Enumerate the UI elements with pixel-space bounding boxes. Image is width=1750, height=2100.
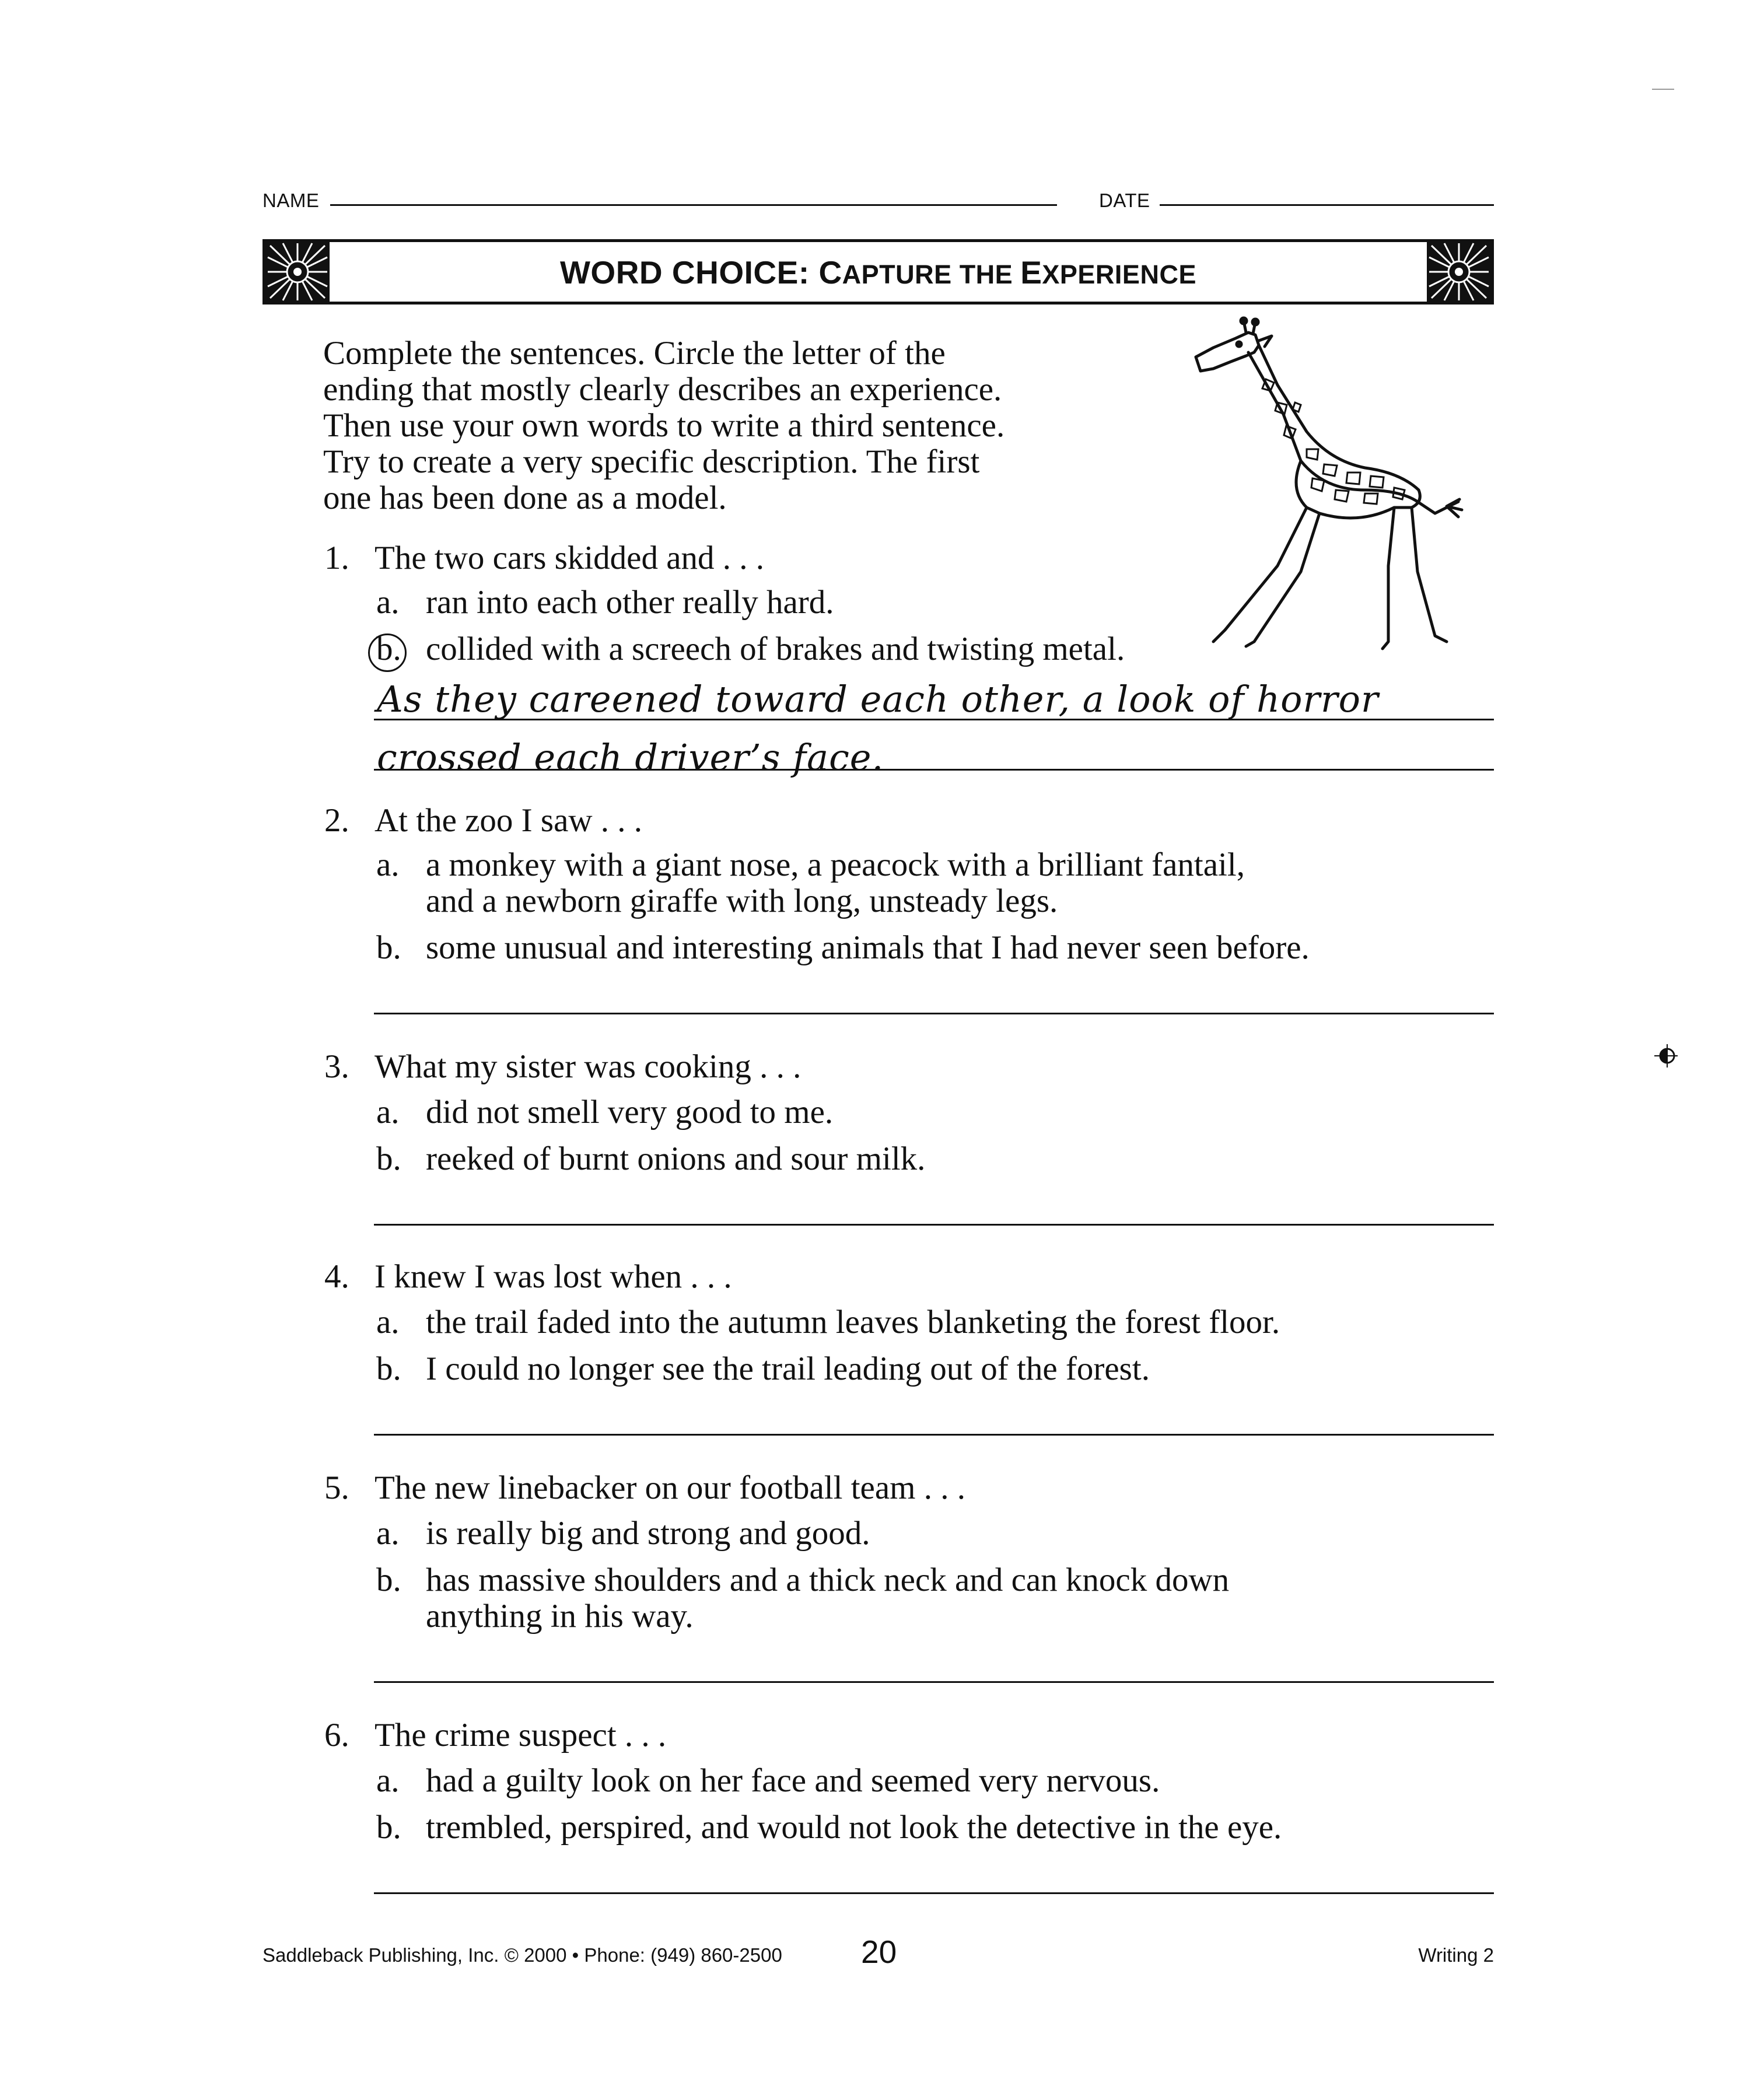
option-b-text: trembled, perspired, and would not look the detective in the eye. (426, 1809, 1282, 1846)
footer-publisher: Saddleback Publishing, Inc. © 2000 • Phone: (949) 860-2500 (262, 1944, 782, 1966)
option-a-text: did not smell very good to me. (426, 1094, 834, 1130)
question-number: 6. (324, 1717, 349, 1754)
question-stem: At the zoo I saw . . . (374, 802, 643, 839)
option-a-text: the trail faded into the autumn leaves blanketing the forest floor. (426, 1304, 1280, 1340)
registration-mark-icon (1654, 1044, 1678, 1068)
option-b-letter[interactable]: b. (376, 1809, 401, 1846)
answer-line[interactable] (374, 719, 1494, 720)
option-b-text: reeked of burnt onions and sour milk. (426, 1140, 926, 1177)
starburst-right-icon (1427, 242, 1491, 302)
answer-line[interactable] (374, 1434, 1494, 1436)
question-stem: The two cars skidded and . . . (374, 540, 764, 576)
answer-line[interactable] (374, 1892, 1494, 1894)
option-b-text: collided with a screech of brakes and twisting metal. (426, 631, 1125, 667)
giraffe-illustration (1190, 315, 1464, 653)
question-stem: The new linebacker on our football team . . . (374, 1469, 965, 1506)
option-a-letter[interactable]: a. (376, 584, 400, 621)
handwritten-answer-line-2: crossed each driver’s face. (377, 736, 884, 779)
option-b-letter[interactable]: b. (376, 1350, 401, 1387)
option-b-text: has massive shoulders and a thick neck and can knock down anything in his way. (426, 1562, 1230, 1634)
option-a-letter[interactable]: a. (376, 1515, 400, 1552)
option-a-letter[interactable]: a. (376, 1094, 400, 1130)
question-stem: The crime suspect . . . (374, 1717, 667, 1754)
page-title: WORD CHOICE: CAPTURE THE EXPERIENCE (560, 254, 1196, 290)
option-a-text: a monkey with a giant nose, a peacock with a brilliant fantail, and a newborn giraffe with long, unsteady legs. (426, 846, 1245, 919)
question-stem: I knew I was lost when . . . (374, 1258, 732, 1295)
option-a-text: is really big and strong and good. (426, 1515, 870, 1552)
question-stem: What my sister was cooking . . . (374, 1048, 802, 1085)
option-a-letter[interactable]: a. (376, 1762, 400, 1799)
answer-line[interactable] (374, 769, 1494, 771)
option-a-text: had a guilty look on her face and seemed very nervous. (426, 1762, 1160, 1799)
answer-line[interactable] (374, 1013, 1494, 1014)
handwritten-answer-line-1: As they careened toward each other, a look of horror (377, 678, 1379, 720)
option-a-letter[interactable]: a. (376, 1304, 400, 1340)
option-b-text: I could no longer see the trail leading out of the forest. (426, 1350, 1150, 1387)
crop-mark (1652, 89, 1674, 90)
question-number: 5. (324, 1469, 349, 1506)
footer-series: Writing 2 (1418, 1944, 1494, 1966)
question-number: 3. (324, 1048, 349, 1085)
instructions: Complete the sentences. Circle the letter of the ending that mostly clearly describes an experience. Then use your own words to write a third sentence. Try to create a very specific description. The first one has been done as a model. (323, 335, 1005, 516)
title-banner (262, 239, 1494, 304)
option-b-letter[interactable]: b. (376, 929, 401, 966)
name-label: NAME (262, 190, 320, 211)
name-line[interactable] (330, 204, 1057, 206)
date-line[interactable] (1160, 204, 1494, 206)
option-b-text: some unusual and interesting animals that I had never seen before. (426, 929, 1310, 966)
question-number: 2. (324, 802, 349, 839)
option-b-letter[interactable]: b. (376, 1140, 401, 1177)
option-a-text: ran into each other really hard. (426, 584, 834, 621)
date-label: DATE (1099, 190, 1150, 211)
option-b-letter[interactable]: b. (376, 631, 401, 667)
answer-line[interactable] (374, 1224, 1494, 1226)
question-number: 4. (324, 1258, 349, 1295)
page-number: 20 (861, 1934, 897, 1970)
option-b-letter[interactable]: b. (376, 1562, 401, 1598)
option-a-letter[interactable]: a. (376, 846, 400, 883)
question-number: 1. (324, 540, 349, 576)
answer-line[interactable] (374, 1681, 1494, 1683)
